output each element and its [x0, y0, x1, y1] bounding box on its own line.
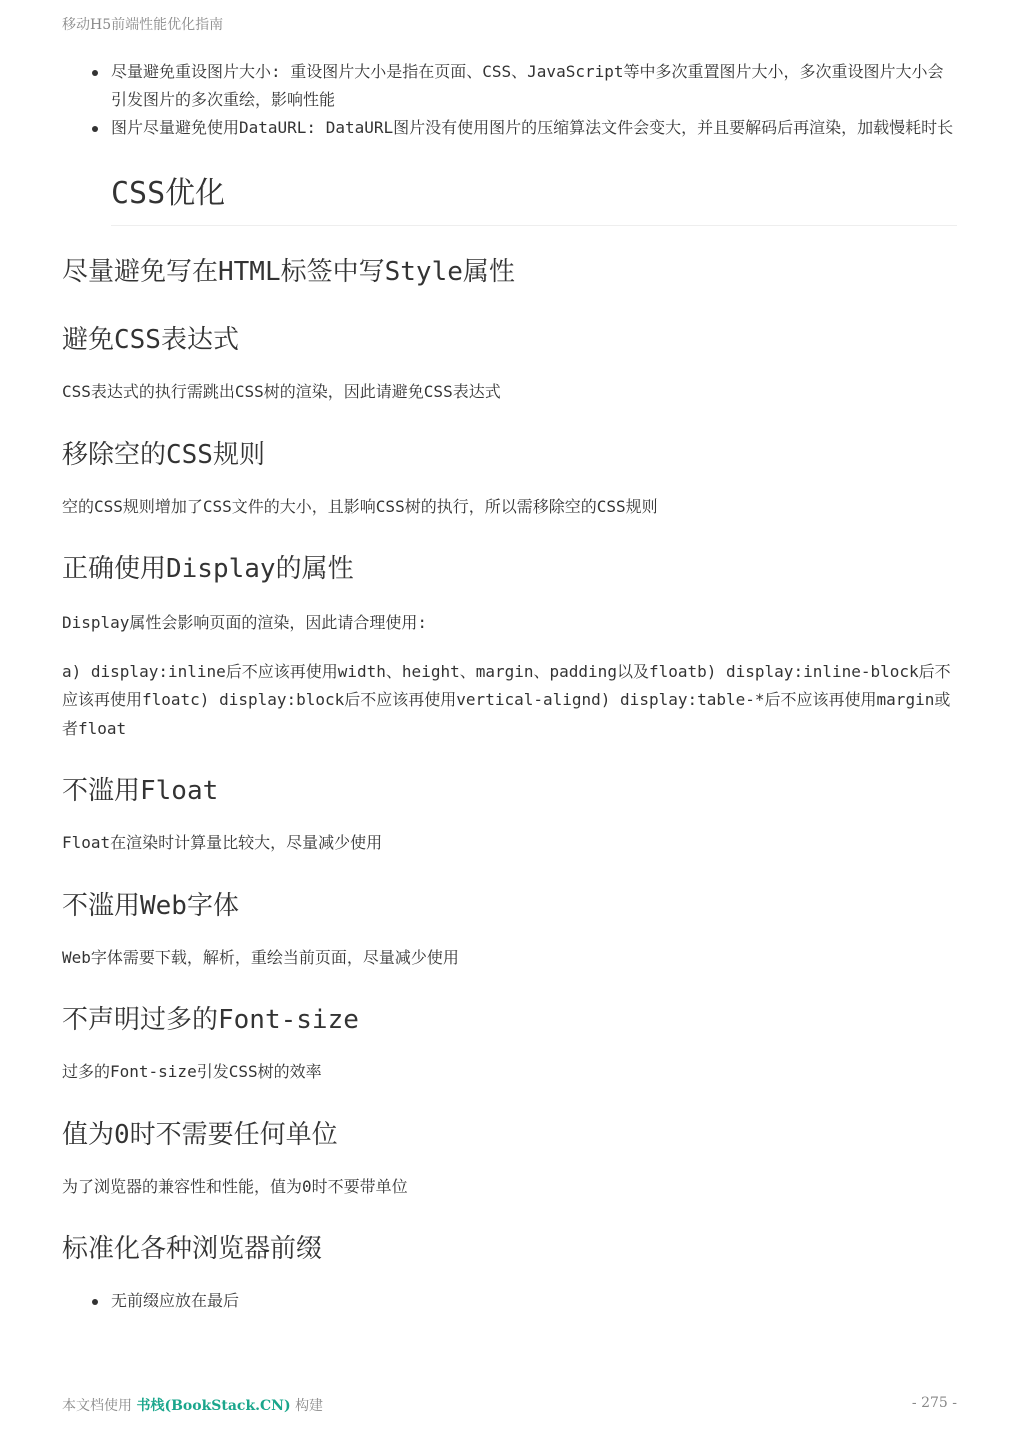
paragraph-css-expressions: CSS表达式的执行需跳出CSS树的渲染，因此请避免CSS表达式 [62, 382, 501, 401]
book-title-header: 移动H5前端性能优化指南 [62, 17, 224, 33]
paragraph-float: Float在渲染时计算量比较大，尽量减少使用 [62, 833, 383, 852]
heading-font-size: 不声明过多的Font-size [62, 1005, 359, 1035]
list-item: 无前缀应放在最后 [111, 1287, 957, 1315]
list-item: 图片尽量避免使用DataURL: DataURL图片没有使用图片的压缩算法文件会变大，并且要解码后再渲染，加载慢耗时长 [111, 114, 957, 142]
section-heading-wrap [111, 173, 957, 226]
image-tips-list [62, 58, 957, 142]
footer-prefix: 本文档使用 [62, 1398, 132, 1414]
paragraph-zero-units: 为了浏览器的兼容性和性能，值为0时不要带单位 [62, 1176, 408, 1196]
paragraph-empty-rules: 空的CSS规则增加了CSS文件的大小，且影响CSS树的执行，所以需移除空的CSS规则 [62, 496, 658, 516]
heading-remove-empty-rules: 移除空的CSS规则 [62, 439, 265, 470]
page-number: - 275 - [911, 1395, 957, 1411]
heading-avoid-css-expressions: 避免CSS表达式 [62, 325, 239, 355]
page-content [62, 58, 957, 1315]
bookstack-link[interactable]: 书栈(BookStack.CN) [136, 1398, 291, 1414]
heading-web-fonts: 不滥用Web字体 [62, 890, 239, 921]
section-title-css-optimization: CSS优化 [111, 176, 226, 211]
heading-float: 不滥用Float [62, 776, 219, 806]
prefix-tips-list [62, 1287, 957, 1315]
footer-credit [62, 1395, 323, 1415]
paragraph-display-intro: Display属性会影响页面的渲染，因此请合理使用: [62, 613, 428, 632]
heading-avoid-inline-style: 尽量避免写在HTML标签中写Style属性 [62, 257, 515, 287]
heading-display-property: 正确使用Display的属性 [62, 554, 354, 584]
list-item: 尽量避免重设图片大小: 重设图片大小是指在页面、CSS、JavaScript等中多次重置图片大小，多次重设图片大小会引发图片的多次重绘，影响性能 [111, 58, 957, 114]
paragraph-display-rules: a) display:inline后不应该再使用width、height、margin、padding以及floatb) display:inline-block后不应该再使用floatc) display:block后不应该再使用vertical-alignd) display:table-*后不应该再使用margin或者float [62, 661, 951, 738]
paragraph-web-fonts: Web字体需要下载，解析，重绘当前页面，尽量减少使用 [62, 947, 459, 967]
heading-zero-units: 值为0时不需要任何单位 [62, 1119, 338, 1150]
paragraph-font-size: 过多的Font-size引发CSS树的效率 [62, 1062, 322, 1081]
footer-suffix: 构建 [295, 1398, 324, 1414]
heading-browser-prefixes: 标准化各种浏览器前缀 [62, 1234, 323, 1264]
